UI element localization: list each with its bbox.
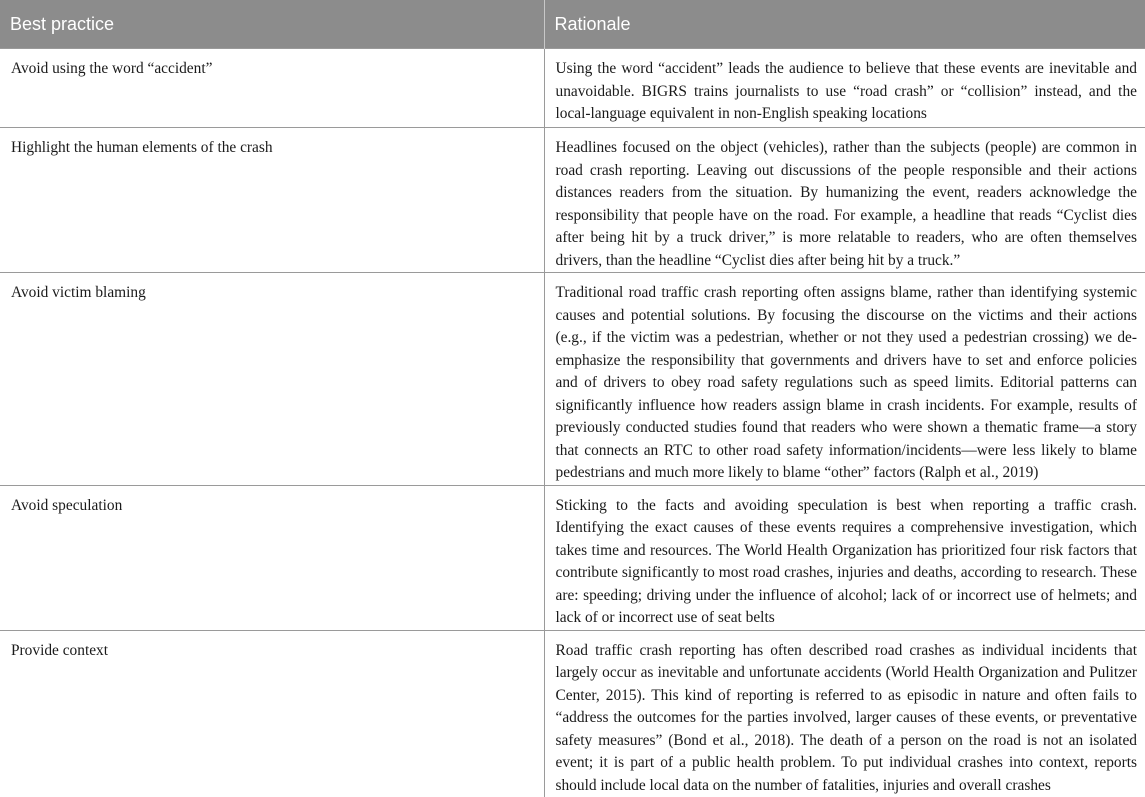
rationale-cell: Sticking to the facts and avoiding speculation is best when reporting a traffic crash. Identifying the exact causes of these events requires a comprehensive investigation, which takes time and resources. The World Health Organization has prioritized four risk factors that contribute significantly to most road crashes, injuries and deaths, according to research. These are: speeding; driving under the influence of alcohol; lack of or incorrect use of helmets; and lack of or incorrect use of seat belts bbox=[544, 485, 1145, 630]
practice-cell: Provide context bbox=[0, 630, 544, 797]
rationale-cell: Road traffic crash reporting has often described road crashes as individual incidents that largely occur as inevitable and unfortunate accidents (World Health Organization and Pulitzer Center, 2015). This kind of reporting is referred to as episodic in nature and often fails to “address the outcomes for the parties involved, larger causes of these events, or preventative safety measures” (Bond et al., 2018). The death of a person on the road is not an isolated event; it is part of a public health problem. To put individual crashes into context, reports should include local data on the number of fatalities, injuries and overall crashes bbox=[544, 630, 1145, 797]
table-body bbox=[0, 49, 1145, 797]
rationale-cell: Traditional road traffic crash reporting often assigns blame, rather than identifying systemic causes and potential solutions. By focusing the discourse on the victims and their actions (e.g., if the victim was a pedestrian, whether or not they used a pedestrian crossing) we de-emphasize the responsibility that governments and drivers have to set and enforce policies and of drivers to obey road safety regulations such as speed limits. Editorial patterns can significantly influence how readers assign blame in crash incidents. For example, results of previously conducted studies found that readers who were shown a thematic frame—a story that connects an RTC to other road safety information/incidents—were less likely to blame pedestrians and much more likely to blame “other” factors (Ralph et al., 2019) bbox=[544, 273, 1145, 486]
header-rationale: Rationale bbox=[544, 0, 1145, 49]
rationale-cell: Using the word “accident” leads the audience to believe that these events are inevitable and unavoidable. BIGRS trains journalists to use “road crash” or “collision” instead, and the local-language equivalent in non-English speaking locations bbox=[544, 49, 1145, 128]
table-row bbox=[0, 128, 1145, 273]
practice-cell: Avoid victim blaming bbox=[0, 273, 544, 486]
table-row bbox=[0, 485, 1145, 630]
table-header bbox=[0, 0, 1145, 49]
practice-cell: Highlight the human elements of the crash bbox=[0, 128, 544, 273]
table-row bbox=[0, 273, 1145, 486]
header-best-practice: Best practice bbox=[0, 0, 544, 49]
practice-cell: Avoid using the word “accident” bbox=[0, 49, 544, 128]
table-row bbox=[0, 630, 1145, 797]
practice-cell: Avoid speculation bbox=[0, 485, 544, 630]
table-row bbox=[0, 49, 1145, 128]
header-row bbox=[0, 0, 1145, 49]
rationale-cell: Headlines focused on the object (vehicles), rather than the subjects (people) are common in road crash reporting. Leaving out discussions of the people responsible and their actions distances readers from the situation. By humanizing the event, readers acknowledge the responsibility that people have on the road. For example, a headline that reads “Cyclist dies after being hit by a truck driver,” is more relatable to readers, who are often themselves drivers, than the headline “Cyclist dies after being hit by a truck.” bbox=[544, 128, 1145, 273]
